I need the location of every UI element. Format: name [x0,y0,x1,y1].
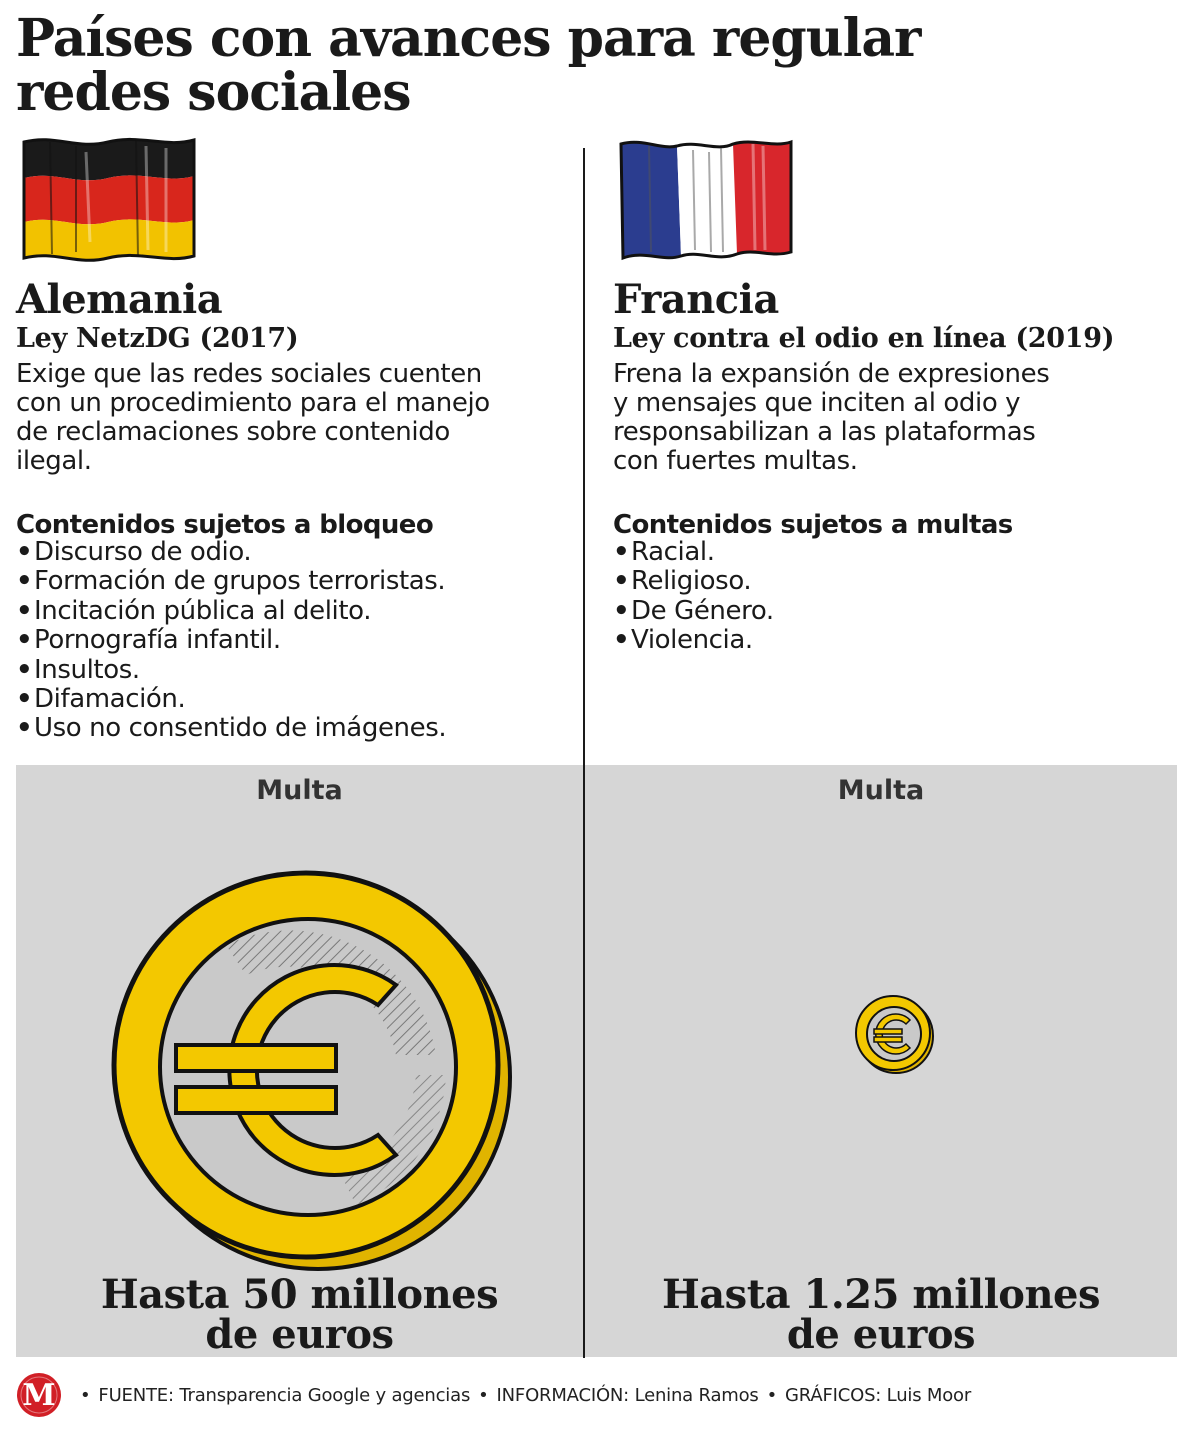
description-line: Frena la expansión de expresiones [613,359,1050,389]
fine-amount-line: Hasta 1.25 millones [661,1271,1101,1318]
page-title [16,8,1176,123]
country-name: Francia [613,276,779,323]
list-item: •Racial. [613,537,715,567]
list-item: •Religioso. [613,566,752,597]
title-line-2: redes sociales [16,62,411,123]
description-line: con fuertes multas. [613,446,858,476]
list-item: •De Género. [613,595,774,626]
country-name: Alemania [16,276,223,323]
list-item: •Insultos. [16,654,140,685]
law-name: Ley NetzDG (2017) [16,323,299,354]
fine-label: Multa [837,775,925,806]
law-name: Ley contra el odio en línea (2019) [613,323,1115,354]
french-flag-icon [613,132,798,272]
fine-amount-line: de euros [786,1311,976,1358]
title-line-1: Países con avances para regular [16,8,921,69]
list-item: •Pornografía infantil. [16,625,281,656]
german-flag-icon [16,132,201,272]
credits-footer [16,1370,1176,1420]
description-line: con un procedimiento para el manejo [16,388,490,418]
law-description [613,360,1188,476]
euro-coin-icon [96,855,516,1275]
svg-text:M: M [22,1378,56,1413]
content-subhead: Contenidos sujetos a multas [613,510,1013,540]
description-line: responsabilizan a las plataformas [613,417,1036,447]
fine-amount [585,1271,1177,1358]
description-line: Exige que las redes sociales cuenten [16,359,482,389]
list-item: •Violencia. [613,625,753,656]
fined-content-list [613,538,774,656]
content-subhead: Contenidos sujetos a bloqueo [16,510,434,540]
fine-amount-line: de euros [205,1311,394,1358]
fine-amount [16,1271,583,1358]
germany-fine-panel [16,765,583,1357]
list-item: •Formación de grupos terroristas. [16,566,446,597]
milenio-logo-icon [16,1372,62,1418]
description-line: y mensajes que inciten al odio y [613,388,1021,418]
description-line: de reclamaciones sobre contenido [16,417,450,447]
credits-text: • FUENTE: Transparencia Google y agencias • INFORMACIÓN: Lenina Ramos • GRÁFICOS: Luis Moor [80,1384,972,1406]
france-column [613,132,1188,656]
euro-coin-small-icon [853,993,935,1075]
fine-label: Multa [256,775,343,806]
blocked-content-list [16,538,446,744]
graphics-credit: GRÁFICOS: Luis Moor [785,1384,972,1406]
list-item: •Discurso de odio. [16,537,252,567]
description-line: ilegal. [16,446,92,476]
list-item: •Difamación. [16,684,186,715]
source-credit: FUENTE: Transparencia Google y agencias [98,1384,471,1406]
list-item: •Incitación pública al delito. [16,595,372,626]
law-description [16,360,591,476]
info-credit: INFORMACIÓN: Lenina Ramos [496,1384,759,1406]
fine-amount-line: Hasta 50 millones [100,1271,499,1318]
france-fine-panel [585,765,1177,1357]
list-item: •Uso no consentido de imágenes. [16,713,447,744]
germany-column [16,132,591,744]
